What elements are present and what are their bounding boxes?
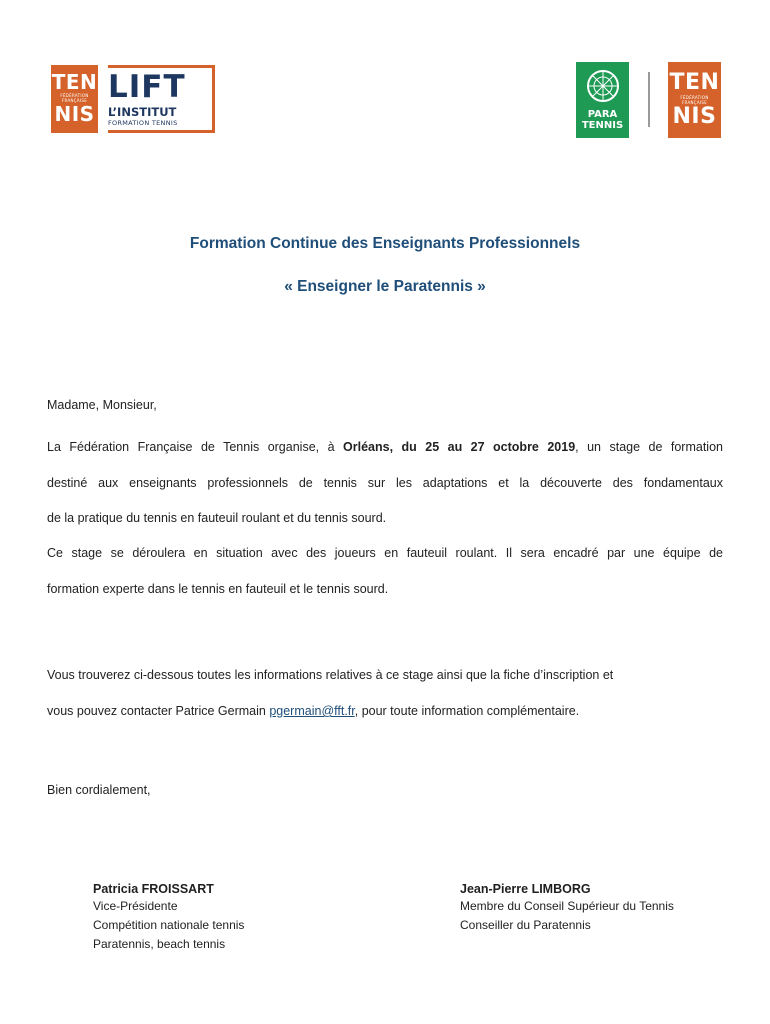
paragraph-1-line-3: de la pratique du tennis en fauteuil roulant et du tennis sourd. xyxy=(47,511,387,525)
fft-logo-middle: FÉDÉRATION FRANÇAISE xyxy=(60,93,89,103)
lift-logo-formation: FORMATION TENNIS xyxy=(108,119,178,127)
fft-logo-middle: FÉDÉRATION FRANÇAISE xyxy=(680,95,709,105)
p1-prefix: La Fédération Française de Tennis organise, à xyxy=(47,440,344,454)
lift-logo-word: LIFT xyxy=(108,69,186,105)
fft-logo-right xyxy=(668,62,721,138)
document-title: Formation Continue des Enseignants Professionnels xyxy=(189,235,581,252)
signatory-name: Jean-Pierre LIMBORG xyxy=(460,882,591,896)
tennis-ball-icon xyxy=(583,66,623,106)
paratennis-logo xyxy=(576,62,629,138)
paragraph-3-line-2 xyxy=(47,704,579,718)
paragraph-3-line-1: Vous trouverez ci-dessous toutes les informations relatives à ce stage ainsi que la fiche d’inscription et xyxy=(47,668,614,682)
signatory-title: Paratennis, beach tennis xyxy=(93,937,226,951)
paragraph-1-line-2: destiné aux enseignants professionnels de tennis sur les adaptations et la découverte des fondamentaux xyxy=(47,476,723,490)
lift-logo-institut: L’INSTITUT xyxy=(108,105,177,119)
fft-logo-left xyxy=(51,65,98,133)
signatory-title: Compétition nationale tennis xyxy=(93,918,245,932)
closing: Bien cordialement, xyxy=(47,783,151,797)
logo-divider xyxy=(648,72,650,127)
signatory-title: Conseiller du Paratennis xyxy=(460,918,591,932)
p3-suffix: , pour toute information complémentaire. xyxy=(354,704,580,718)
contact-email-link[interactable]: pgermain@fft.fr xyxy=(269,704,355,718)
signature-right xyxy=(460,882,674,932)
fft-logo-top: TEN xyxy=(51,70,98,94)
lift-logo xyxy=(108,65,215,133)
fft-logo-top: TEN xyxy=(669,70,720,95)
paragraph-1-line-1 xyxy=(47,440,723,454)
document-subtitle: « Enseigner le Paratennis » xyxy=(284,278,486,295)
signatory-title: Vice-Présidente xyxy=(93,899,178,913)
signatory-title: Membre du Conseil Supérieur du Tennis xyxy=(460,899,674,913)
signatory-name: Patricia FROISSART xyxy=(93,882,214,896)
salutation: Madame, Monsieur, xyxy=(47,398,157,412)
event-location-date: Orléans, du 25 au 27 octobre 2019 xyxy=(343,440,576,454)
fft-logo-bottom: NIS xyxy=(672,104,717,129)
fft-logo-bottom: NIS xyxy=(54,102,95,126)
p3-prefix: vous pouvez contacter Patrice Germain xyxy=(47,704,270,718)
paragraph-2-line-2: formation experte dans le tennis en fauteuil et le tennis sourd. xyxy=(47,582,389,596)
paratennis-logo-line2: TENNIS xyxy=(581,120,624,131)
p1-suffix: , un stage de formation xyxy=(575,440,723,454)
paratennis-logo-line1: PARA xyxy=(587,109,618,120)
signature-left xyxy=(93,882,244,951)
paragraph-2-line-1: Ce stage se déroulera en situation avec des joueurs en fauteuil roulant. Il sera encadré par une équipe de xyxy=(47,546,723,560)
